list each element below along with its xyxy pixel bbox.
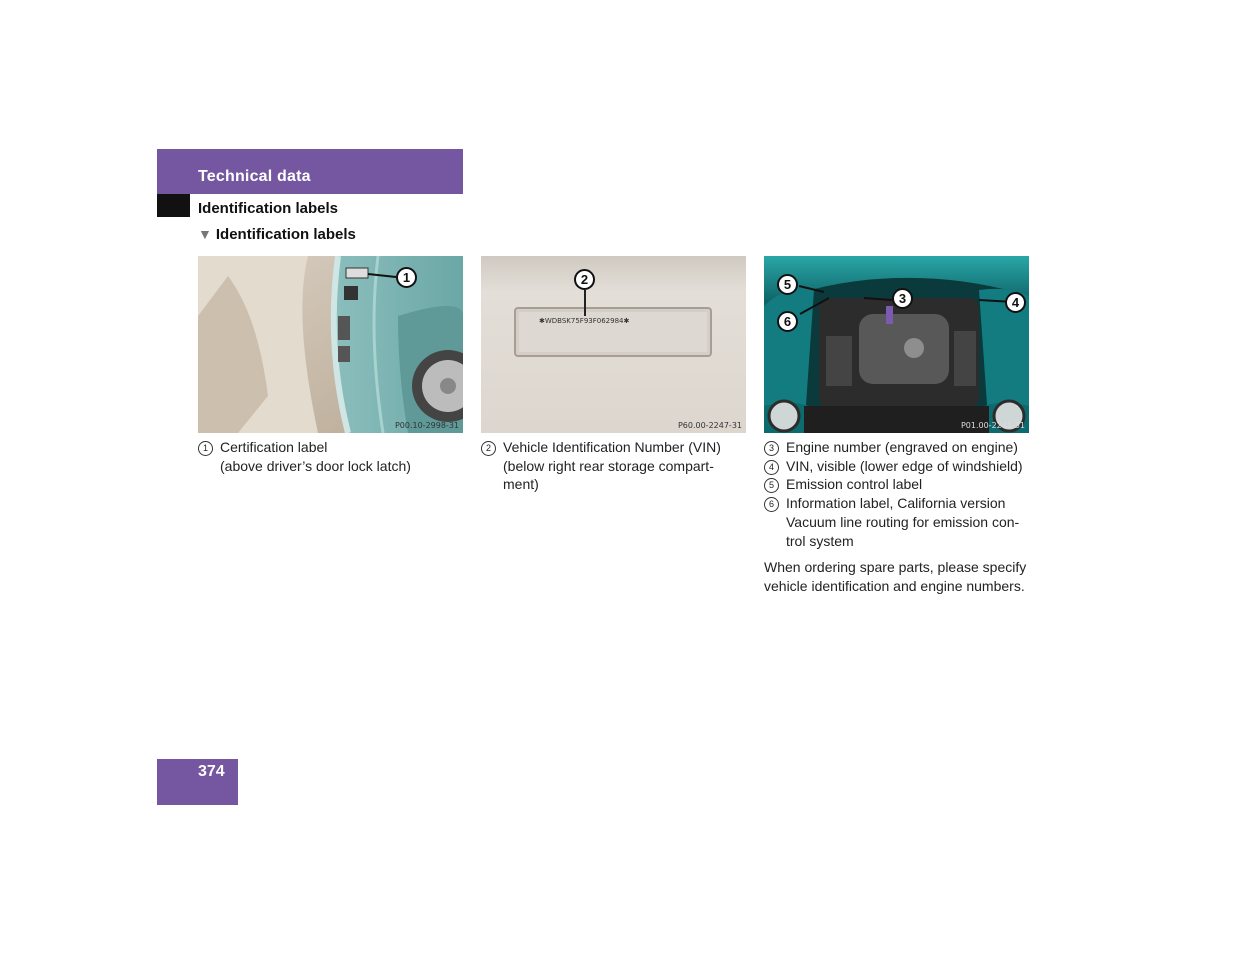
chapter-title: Technical data — [198, 168, 311, 185]
caption-line: VIN, visible (lower edge of windshield) — [786, 457, 1023, 474]
page-number: 374 — [198, 763, 225, 780]
caption-line: (below right rear storage compart- — [503, 457, 714, 474]
caption-line: ment) — [503, 476, 539, 493]
section-marker-tab — [157, 194, 190, 217]
item-number: 3 — [764, 441, 779, 456]
subsection-title: Identification labels — [215, 226, 356, 243]
figure-code: P00.10-2998-31 — [394, 421, 459, 430]
caption-item — [764, 438, 1034, 457]
figure-door-sill — [198, 256, 463, 433]
caption-column-1 — [198, 438, 468, 475]
caption-item — [198, 438, 468, 475]
callout-2: 2 — [574, 269, 595, 290]
note-line: When ordering spare parts, please specify — [764, 559, 1027, 576]
caption-line: Information label, California version — [786, 495, 1006, 512]
figure-code: P01.00-2241-31 — [960, 421, 1025, 430]
caption-item — [764, 457, 1034, 476]
caption-line: (above driver’s door lock latch) — [220, 457, 411, 474]
door-sill-illustration — [198, 256, 463, 433]
item-number: 6 — [764, 497, 779, 512]
spare-parts-note — [764, 558, 1034, 595]
item-number: 5 — [764, 478, 779, 493]
callout-3: 3 — [892, 288, 913, 309]
item-number: 2 — [481, 441, 496, 456]
callout-6: 6 — [777, 311, 798, 332]
caption-line: Engine number (engraved on engine) — [786, 439, 1018, 455]
caption-line: Emission control label — [786, 476, 923, 493]
note-line: vehicle identification and engine numbers. — [764, 577, 1025, 594]
callout-5: 5 — [777, 274, 798, 295]
caption-item — [764, 475, 1034, 494]
item-number: 4 — [764, 460, 779, 475]
caption-line: Certification label — [220, 439, 328, 455]
figure-engine-bay — [764, 256, 1029, 433]
vin-plate-illustration — [481, 256, 746, 433]
caption-item — [764, 494, 1034, 550]
callout-1: 1 — [396, 267, 417, 288]
triangle-down-icon: ▼ — [198, 226, 212, 242]
figure-code: P60.00-2247-31 — [677, 421, 742, 430]
caption-item — [481, 438, 751, 494]
caption-line: Vacuum line routing for emission con- — [786, 513, 1020, 530]
caption-line: trol system — [786, 532, 854, 549]
item-number: 1 — [198, 441, 213, 456]
engine-bay-illustration — [764, 256, 1029, 433]
section-title: Identification labels — [198, 200, 339, 217]
subsection-heading — [198, 226, 356, 243]
callout-4: 4 — [1005, 292, 1026, 313]
vin-plate-text: ✱WDBSK75F93F062984✱ — [539, 317, 630, 325]
caption-column-3 — [764, 438, 1034, 596]
caption-column-2 — [481, 438, 751, 494]
caption-line: Vehicle Identification Number (VIN) — [503, 439, 721, 455]
figure-vin-plate — [481, 256, 746, 433]
